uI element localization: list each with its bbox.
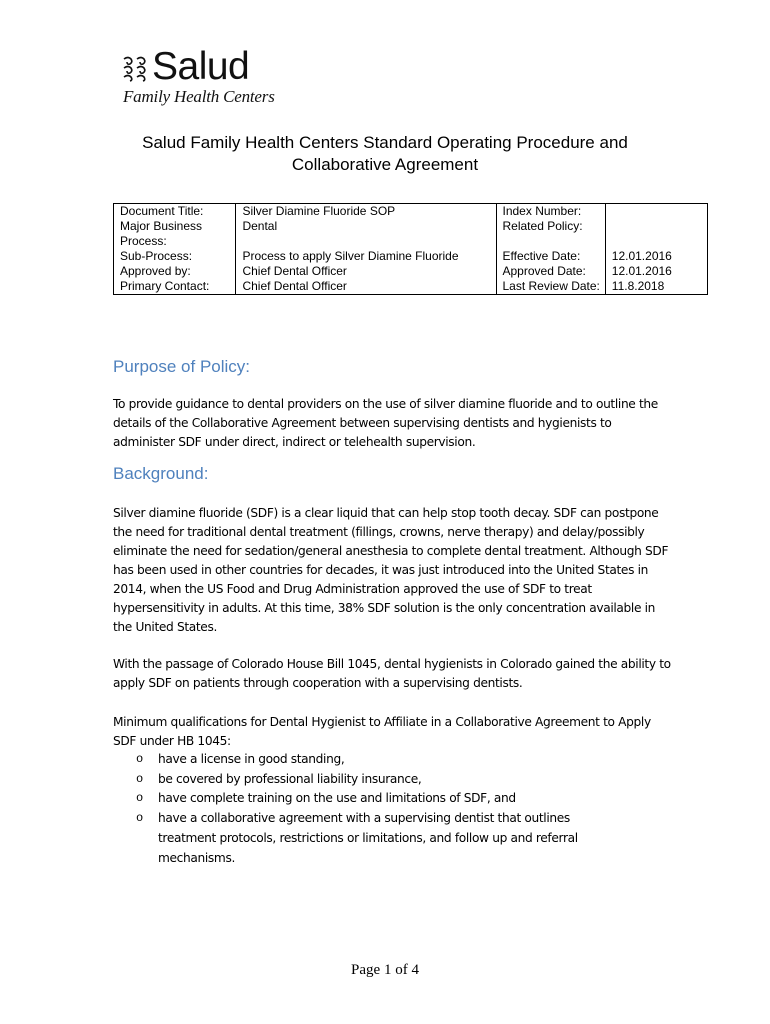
document-title [0,132,770,176]
list-item-text: have a collaborative agreement with a supervising dentist that outlines treatment protocols, restrictions or limitations, and follow up and referral mechanisms. [158,811,578,865]
bullet-marker: o [136,811,143,826]
document-metadata-table [113,203,708,295]
purpose-text: To provide guidance to dental providers on the use of silver diamine fluoride and to outline the details of the Collaborative Agreement between supervising dentists and hygienists to administer SDF under direct, indirect or telehealth supervision. [113,397,658,449]
title-line-2: Collaborative Agreement [291,155,479,174]
list-item-text: have a license in good standing, [158,752,345,766]
bullet-marker: o [136,771,143,786]
metadata-value: Chief Dental Officer [236,264,496,279]
background-paragraph-1 [113,504,673,637]
metadata-row [114,279,708,295]
metadata-row [114,249,708,264]
metadata-row [114,204,708,220]
metadata-value: Silver Diamine Fluoride SOP [236,204,496,220]
metadata-label: Sub-Process: [114,249,236,264]
background-text-3: Minimum qualifications for Dental Hygienist to Affiliate in a Collaborative Agreement to Apply SDF under HB 1045: [113,715,651,748]
metadata-label: Approved Date: [496,264,605,279]
page-number: Page 1 of 4 [351,962,419,978]
background-paragraph-3 [113,713,673,751]
metadata-label: Document Title: [114,204,236,220]
salud-spiral-icon [121,54,151,82]
metadata-row [114,264,708,279]
metadata-value: Chief Dental Officer [236,279,496,295]
metadata-label: Approved by: [114,264,236,279]
purpose-heading: Purpose of Policy: [113,357,251,376]
title-line-1: Salud Family Health Centers Standard Operating Procedure and [142,133,628,152]
bullet-marker: o [136,752,143,766]
logo-subtitle-text: Family Health Centers [123,87,275,106]
metadata-row [114,219,708,249]
metadata-value: Dental [236,219,496,249]
qualifications-list [113,750,628,868]
metadata-value: 12.01.2016 [605,249,707,264]
metadata-value [605,204,707,220]
metadata-value: Process to apply Silver Diamine Fluoride [236,249,496,264]
metadata-value [605,219,707,249]
metadata-value: 11.8.2018 [605,279,707,295]
metadata-value: 12.01.2016 [605,264,707,279]
list-item [113,750,628,770]
list-item-text: have complete training on the use and limitations of SDF, and [158,791,516,806]
metadata-label: Related Policy: [496,219,605,249]
list-item [113,770,628,790]
metadata-label: Last Review Date: [496,279,605,295]
bullet-marker: o [136,791,143,806]
salud-logo [121,45,291,108]
list-item [113,789,628,809]
list-item [113,809,628,868]
logo-brand-text: Salud [152,45,250,88]
metadata-label: Primary Contact: [114,279,236,295]
background-heading: Background: [113,464,209,483]
background-paragraph-2 [113,655,673,693]
list-item-text: be covered by professional liability insurance, [158,771,422,786]
purpose-paragraph [113,395,673,452]
metadata-label: Major Business Process: [114,219,236,249]
background-text-2: With the passage of Colorado House Bill 1045, dental hygienists in Colorado gained the ability to apply SDF on patients through cooperation with a supervising dentists. [113,657,671,690]
metadata-label: Effective Date: [496,249,605,264]
background-text-1: Silver diamine fluoride (SDF) is a clear liquid that can help stop tooth decay. SDF can postpone the need for traditional dental treatment (fillings, crowns, nerve therapy) and delay/possibly eliminate the need for sedation/general anesthesia to complete dental treatment. Although SDF has been used in other countries for decades, it was just introduced into the United States in 2014, when the US Food and Drug Administration approved the use of SDF to treat hypersensitivity in adults. At this time, 38% SDF solution is the only concentration available in the United States. [113,506,669,634]
metadata-label: Index Number: [496,204,605,220]
